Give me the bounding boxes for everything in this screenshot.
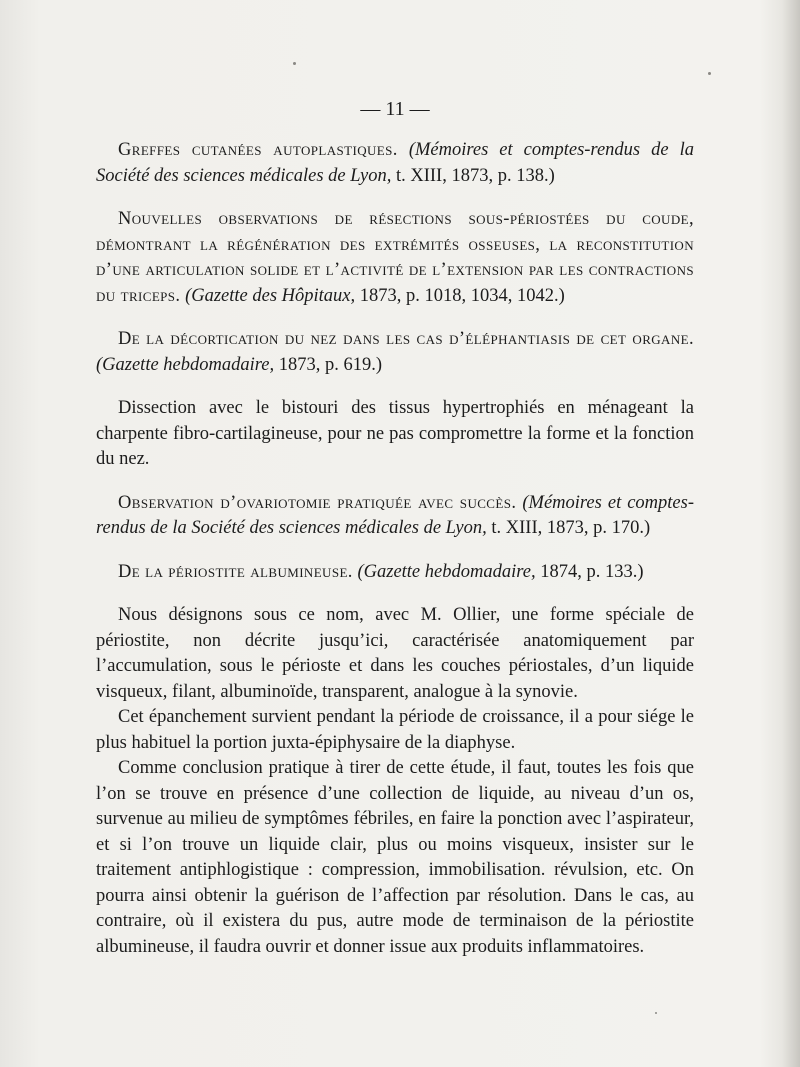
entry-reference: t. XIII, 1873, p. 138.) <box>395 165 555 186</box>
entry-title: Observation d’ovariotomie pratiquée avec succès. <box>118 492 517 513</box>
bibliography-entry <box>96 138 694 189</box>
bibliography-entry <box>96 560 694 961</box>
entry-reference: 1874, p. 133.) <box>540 561 644 582</box>
entry-title: De la décortication du nez dans les cas d’éléphantiasis de cet organe. <box>118 329 694 349</box>
entry-title: Greffes cutanées autoplastiques. <box>118 140 398 160</box>
bibliography-entry <box>96 207 694 309</box>
entry-paragraph: Dissection avec le bistouri des tissus hypertrophiés en ménageant la charpente fibro-cartilagineuse, pour ne pas compromettre la forme et la fonction du nez. <box>96 398 694 469</box>
entry-source: (Gazette des Hôpitaux, <box>185 285 356 306</box>
entry-reference: 1873, p. 619.) <box>278 354 383 375</box>
page-number: — 11 — <box>360 98 430 120</box>
entry-title: Nouvelles observations de résections sous-périostées du coude, démontrant la régénération des extrémités osseuses, la reconstitution d’une articulation solide et l’activité de l’extension par les contractions du triceps. <box>96 209 694 306</box>
entry-paragraph: Cet épanchement survient pendant la période de croissance, il a pour siége le plus habituel la portion juxta-épiphysaire de la diaphyse. <box>96 707 694 753</box>
entry-source: (Mémoires et comptes-rendus de la Société des sciences médicales de Lyon, <box>96 492 694 538</box>
bibliography-entry <box>96 327 694 473</box>
scan-speck <box>293 62 296 65</box>
page-edge-shadow <box>782 0 800 1067</box>
entry-reference: t. XIII, 1873, p. 170.) <box>491 518 651 538</box>
scan-speck <box>655 1012 657 1014</box>
entry-source: (Gazette hebdomadaire, <box>357 561 536 582</box>
entry-paragraph: Nous désignons sous ce nom, avec M. Ollier, une forme spéciale de périostite, non décrite jusqu’ici, caractérisée anatomiquement par l’accumulation, sous le périoste et dans les couches périostales, d’un liquide visqueux, filant, albuminoïde, transparent, analogue à la synovie. <box>96 605 694 702</box>
entry-source: (Mémoires et comptes-rendus de la Société des sciences médicales de Lyon, <box>96 140 694 186</box>
entry-reference: 1873, p. 1018, 1034, 1042.) <box>359 285 565 306</box>
scan-speck <box>708 72 711 75</box>
entry-title: De la périostite albumineuse. <box>118 561 353 582</box>
entry-paragraph: Comme conclusion pratique à tirer de cette étude, il faut, toutes les fois que l’on se trouve en présence d’une collection de liquide, au niveau d’un os, survenue au milieu de symptômes fébriles, en faire la ponction avec l’aspirateur, et si l’on trouve un liquide clair, plus ou moins visqueux, insister sur le traitement antiphlogistique : compression, immobilisation. révulsion, etc. On pourra ainsi obtenir la guérison de l’affection par résolution. Dans le cas, au contraire, où il existera du pus, autre mode de terminaison de la périostite albumineuse, il faudra ouvrir et donner issue aux produits inflammatoires. <box>96 758 694 957</box>
page-content <box>96 96 694 978</box>
entry-source: (Gazette hebdomadaire, <box>96 354 275 375</box>
bibliography-entry <box>96 491 694 542</box>
